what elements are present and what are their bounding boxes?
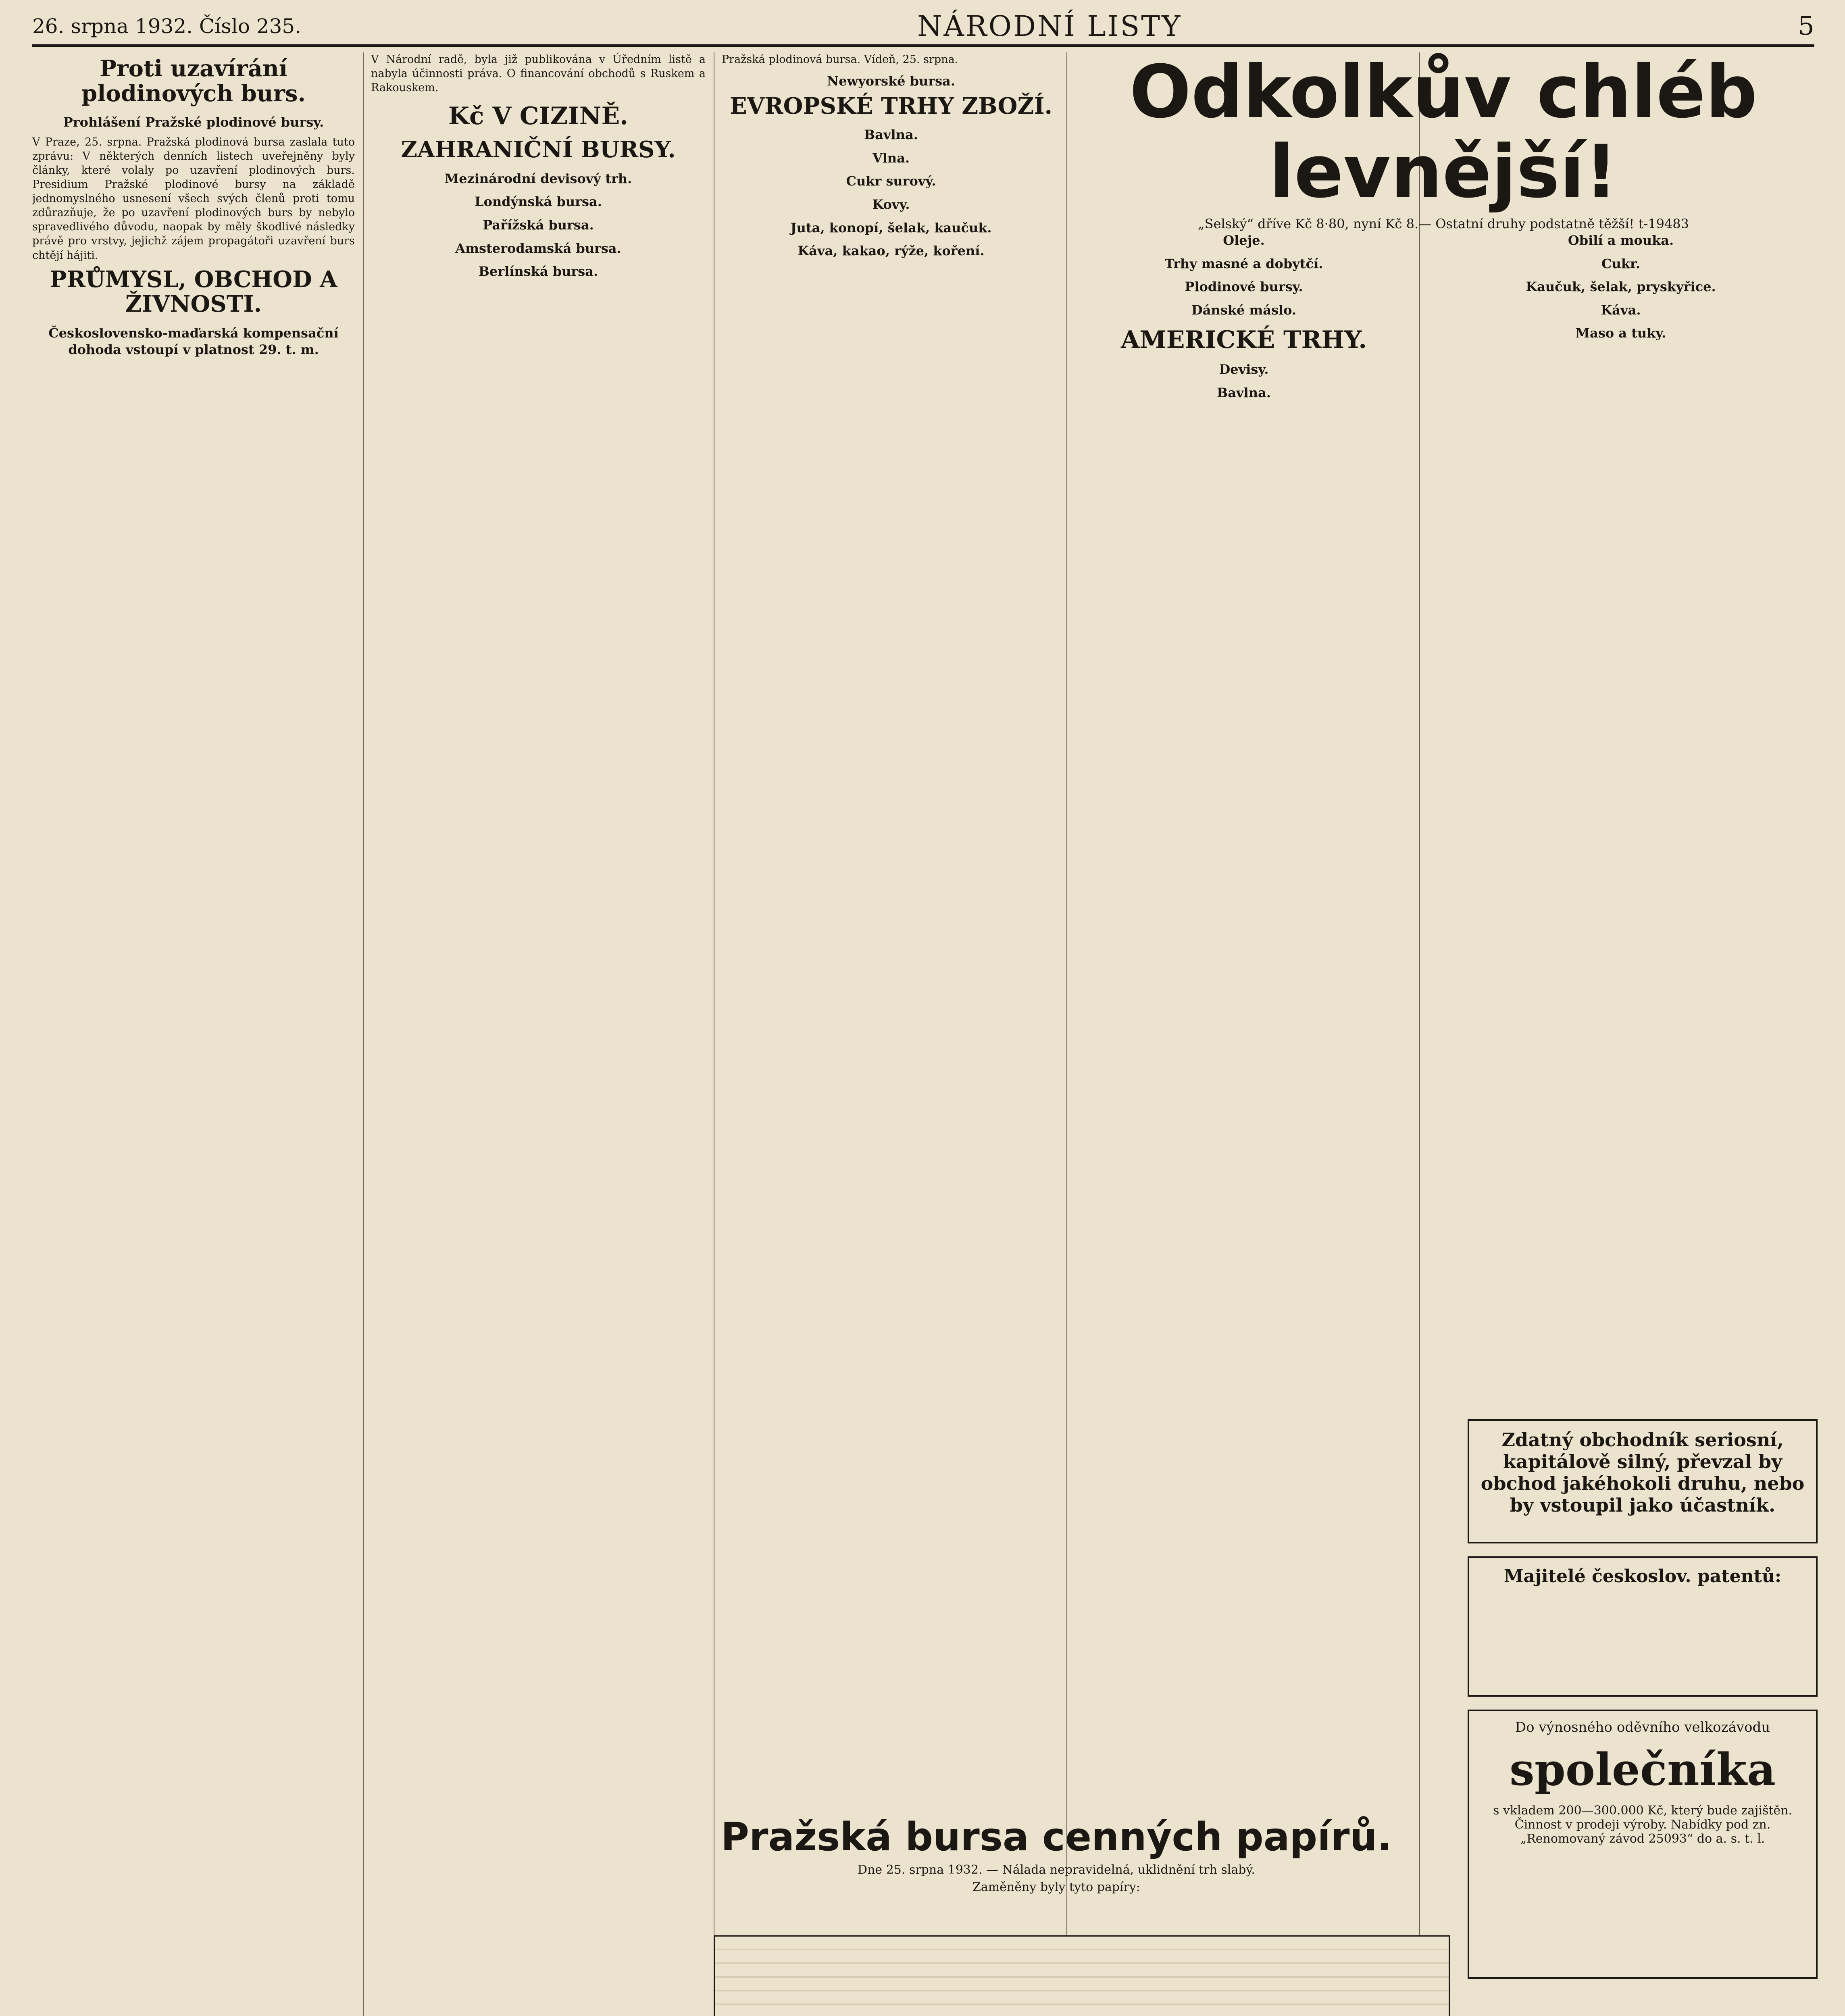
article-lead: Prohlášení Pražské plodinové bursy. xyxy=(63,115,324,130)
subheading: Obilí a mouka. xyxy=(1568,233,1674,248)
bread-advertisement xyxy=(1072,50,1814,231)
column-5 xyxy=(1427,226,1814,1395)
subheading: Amsterodamská bursa. xyxy=(455,240,621,256)
bourse-table xyxy=(714,1935,1450,2016)
subheading: Maso a tuky. xyxy=(1575,325,1666,341)
column-2 xyxy=(371,52,706,2016)
column-1 xyxy=(32,52,355,2016)
issue-date: 26. srpna 1932. Číslo 235. xyxy=(32,15,302,38)
section-heading: Kč V CIZINĚ. xyxy=(448,102,629,131)
column-3 xyxy=(722,52,1060,1786)
subheading: Káva. xyxy=(1601,302,1641,318)
subheading: Pařížská bursa. xyxy=(483,217,594,233)
subheading: Plodinové bursy. xyxy=(1185,279,1303,295)
subheading: Londýnská bursa. xyxy=(475,194,602,210)
bourse-note: Zaměněny byly tyto papíry: xyxy=(972,1880,1140,1894)
column-4 xyxy=(1075,226,1413,1798)
subheading: Vlna. xyxy=(872,150,910,166)
subheading: Oleje. xyxy=(1223,233,1265,248)
section-heading: EVROPSKÉ TRHY ZBOŽÍ. xyxy=(729,92,1053,119)
partner-ad xyxy=(1468,1710,1818,1979)
subheading: Mezinárodní devisový trh. xyxy=(444,171,632,186)
merchant-ad xyxy=(1468,1419,1818,1543)
ad-text: Zdatný obchodník seriosní, kapitálově silný, převzal by obchod jakéhokoli druhu, nebo by vstoupil jako účastník. xyxy=(1481,1429,1805,1516)
subheading: Dánské máslo. xyxy=(1191,302,1297,318)
article-body: Pražská plodinová bursa. Vídeň, 25. srpna. xyxy=(722,53,958,66)
subheading: Bavlna. xyxy=(864,127,918,143)
ad-heading: Do výnosného oděvního velkozávodu xyxy=(1515,1719,1770,1735)
subheading: Bavlna. xyxy=(1217,385,1271,400)
subheading: Cukr. xyxy=(1601,256,1640,271)
bourse-title: Pražská bursa cenných papírů. xyxy=(721,1814,1392,1860)
section-heading: PRŮMYSL, OBCHOD A ŽIVNOSTI. xyxy=(50,266,337,318)
subheading: Kaučuk, šelak, pryskyřice. xyxy=(1526,279,1716,295)
page-header xyxy=(32,8,1814,47)
column-rule xyxy=(1419,52,1420,2016)
ad-text: Majitelé českoslov. patentů: xyxy=(1503,1566,1782,1587)
subheading: Juta, konopí, šelak, kaučuk. xyxy=(790,220,992,235)
article-title: Proti uzavírání plodinových burs. xyxy=(81,55,306,107)
subheading: Kovy. xyxy=(872,197,910,212)
subheading: Devisy. xyxy=(1219,362,1269,377)
column-rule xyxy=(1066,52,1067,2016)
subheading: Berlínská bursa. xyxy=(478,264,598,279)
ad-text: s vkladem 200—300.000 Kč, který bude zajištěn. Činnost v prodeji výroby. Nabídky pod zn. „Renomovaný závod 25093“ do a. s. t. l. xyxy=(1493,1804,1793,1846)
subheading: Cukr surový. xyxy=(846,173,936,189)
ad-subline: „Selský“ dříve Kč 8·80, nyní Kč 8.— Ostatní druhy podstatně těžší! t-19483 xyxy=(1198,216,1689,231)
page-number: 5 xyxy=(1798,11,1814,41)
section-heading: ZAHRANIČNÍ BURSY. xyxy=(401,136,676,163)
patents-ad xyxy=(1468,1556,1818,1697)
column-rule xyxy=(363,52,364,2016)
subheading: Trhy masné a dobytčí. xyxy=(1164,256,1323,271)
section-heading: AMERICKÉ TRHY. xyxy=(1120,326,1367,354)
bourse-subtitle: Dne 25. srpna 1932. — Nálada nepravidelná, uklidnění trh slabý. xyxy=(858,1863,1255,1877)
masthead: NÁRODNÍ LISTY xyxy=(917,10,1182,43)
article-body: V Národní radě, byla již publikována v Úředním listě a nabyla účinnosti práva. O financování obchodů s Ruskem a Rakouskem. xyxy=(371,53,706,94)
ad-headline: Odkolkův chléb levnější! xyxy=(1129,50,1758,214)
subheading: Newyorské bursa. xyxy=(827,73,956,89)
article-subheading: Československo-maďarská kompensační dohoda vstoupí v platnost 29. t. m. xyxy=(48,325,339,358)
bourse-section xyxy=(714,1814,1399,1894)
subheading: Káva, kakao, rýže, koření. xyxy=(798,243,985,259)
article-body: V Praze, 25. srpna. Pražská plodinová bursa zaslala tuto zprávu: V některých denních listech uveřejněny byly články, které volaly po uzavření plodinových burs. Presidium Pražské plodinové bursy na základě jednomyslného usnesení všech svých členů proti tomu zdůrazňuje, že po uzavření plodinových burs by nebylo spravedlivého důvodu, naopak by měly škodlivé následky právě pro vrstvy, jejichž zájem propagátoři uzavření burs chtějí hájiti. xyxy=(32,135,355,262)
ad-headline: společníka xyxy=(1509,1743,1776,1795)
